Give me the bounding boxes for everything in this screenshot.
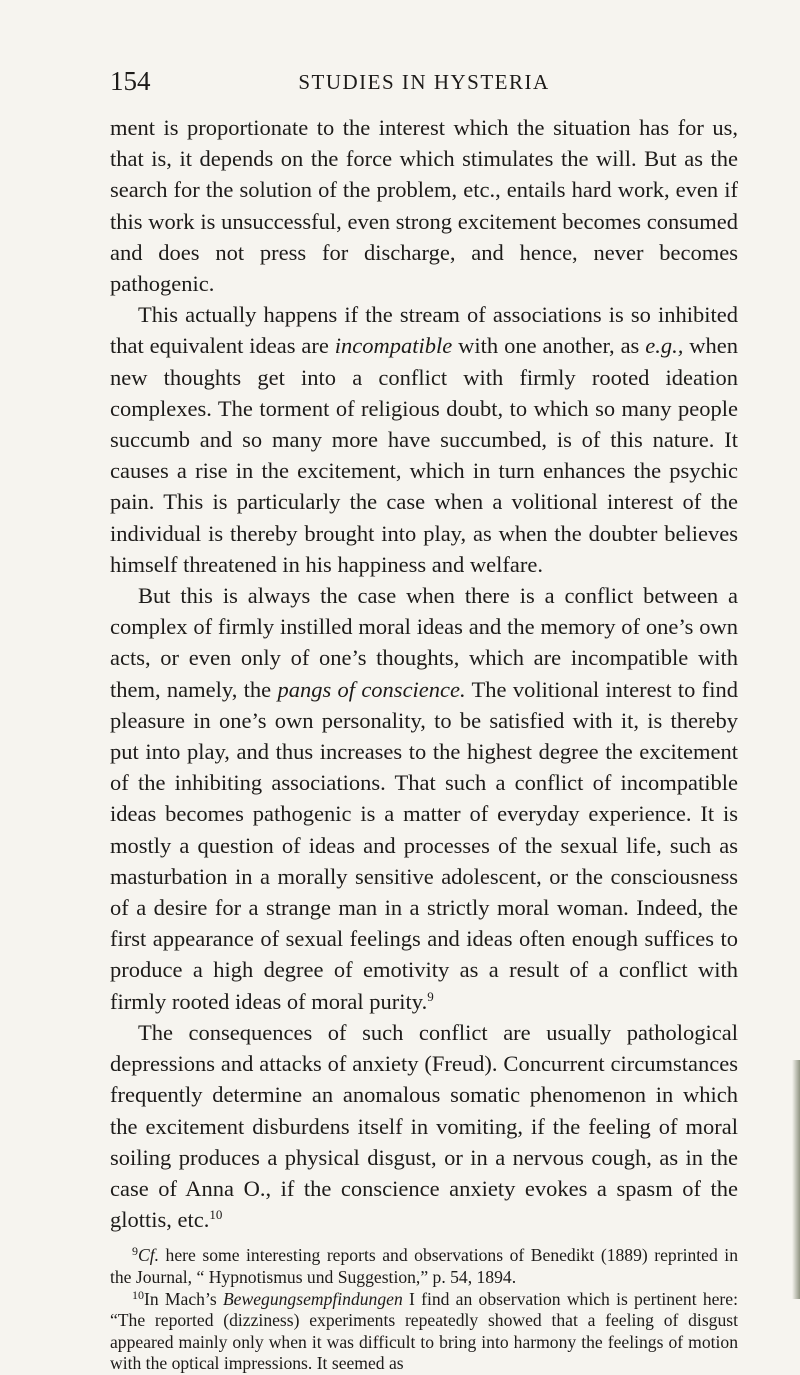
paragraph-3-text-b: The volitional interest to find pleasure in one’s own personality, to be satisfied with it, is thereby put into play, and thus increases to the highest degree the excitement of the inhibiting associations. That such a conflict of incompatible ideas becomes pathogenic is a matter of everyday experience. It is mostly a question of ideas and processes of the sexual life, such as masturbation in a morally sensitive adolescent, or the consciousness of a desire for a strange man in a strictly moral woman. Indeed, the first appearance of sexual feelings and ideas often enough suffices to produce a high degree of emotivity as a result of a conflict with firmly rooted ideas of moral purity. <box>110 676 738 1014</box>
footnote-9 <box>110 1245 738 1288</box>
footnote-9-text: here some interesting reports and observations of Benedikt (1889) reprinted in the Journal, “ Hypnotismus und Suggestion,” p. 54, 1894. <box>110 1245 738 1287</box>
emphasis-eg: e.g., <box>645 333 684 359</box>
body-text <box>110 112 738 1375</box>
paragraph-3-text-a: But this is always the case when there is a conflict between a complex of firmly instilled moral ideas and the memory of one’s own acts, or even only of one’s thoughts, which are incompatible with them, namely, the <box>110 583 738 702</box>
paragraph-4-text: The consequences of such conflict are usually pathological depressions and attacks of anxiety (Freud). Concurrent circumstances frequently determine an anomalous somatic phenomenon in which the excitement disburdens itself in vomiting, if the feeling of moral soiling produces a physical disgust, or in a nervous cough, as in the case of Anna O., if the conscience anxiety evokes a spasm of the glottis, etc. <box>110 1019 738 1233</box>
paragraph-2-text-b: with one another, as <box>452 333 646 359</box>
paragraph-2-text-c: when new thoughts get into a conflict with firmly rooted ideation complexes. The torment of religious doubt, to which so many people succumb and so many more have succumbed, is of this nature. It causes a rise in the excitement, which in turn enhances the psychic pain. This is particularly the case when a volitional interest of the individual is thereby brought into play, as when the doubter believes himself threatened in his happiness and welfare. <box>110 333 738 577</box>
footnotes <box>110 1245 738 1375</box>
paragraph-1: ment is proportionate to the interest which the situation has for us, that is, it depends on the force which stimulates the will. But as the search for the solution of the problem, etc., entails hard work, even if this work is unsuccessful, even strong excitement becomes consumed and does not press for discharge, and hence, never becomes pathogenic. <box>110 115 738 297</box>
footnote-9-number: 9 <box>132 1244 138 1259</box>
paragraph-2 <box>110 299 738 580</box>
footnote-10 <box>110 1289 738 1375</box>
running-head: STUDIES IN HYSTERIA <box>298 70 550 94</box>
footnote-ref-10[interactable]: 10 <box>209 1207 223 1223</box>
emphasis-pangs-of-conscience: pangs of conscience. <box>277 676 466 702</box>
page-header <box>110 66 738 106</box>
footnote-10-text-a: In Mach’s <box>144 1288 223 1309</box>
paragraph-3 <box>110 580 738 1017</box>
paragraph-4 <box>110 1017 738 1235</box>
page-number: 154 <box>110 66 151 96</box>
emphasis-incompatible: incompatible <box>334 333 453 359</box>
footnote-9-cf: Cf. <box>138 1245 160 1266</box>
footnote-10-title: Bewegungsempfindungen <box>222 1288 403 1309</box>
footnote-10-number: 10 <box>132 1287 144 1302</box>
footnote-10-text-b: I find an observation which is pertinent here: “The reported (dizziness) experiments repeatedly showed that a feeling of disgust appeared mainly only when it was difficult to bring into harmony the feelings of motion with the optical impressions. It seemed as <box>110 1288 738 1374</box>
footnote-ref-9[interactable]: 9 <box>427 988 434 1004</box>
paragraph-2-text-a: This actually happens if the stream of associations is so inhibited that equivalent ideas are <box>110 302 738 359</box>
page-edge-shadow <box>792 1060 800 1299</box>
